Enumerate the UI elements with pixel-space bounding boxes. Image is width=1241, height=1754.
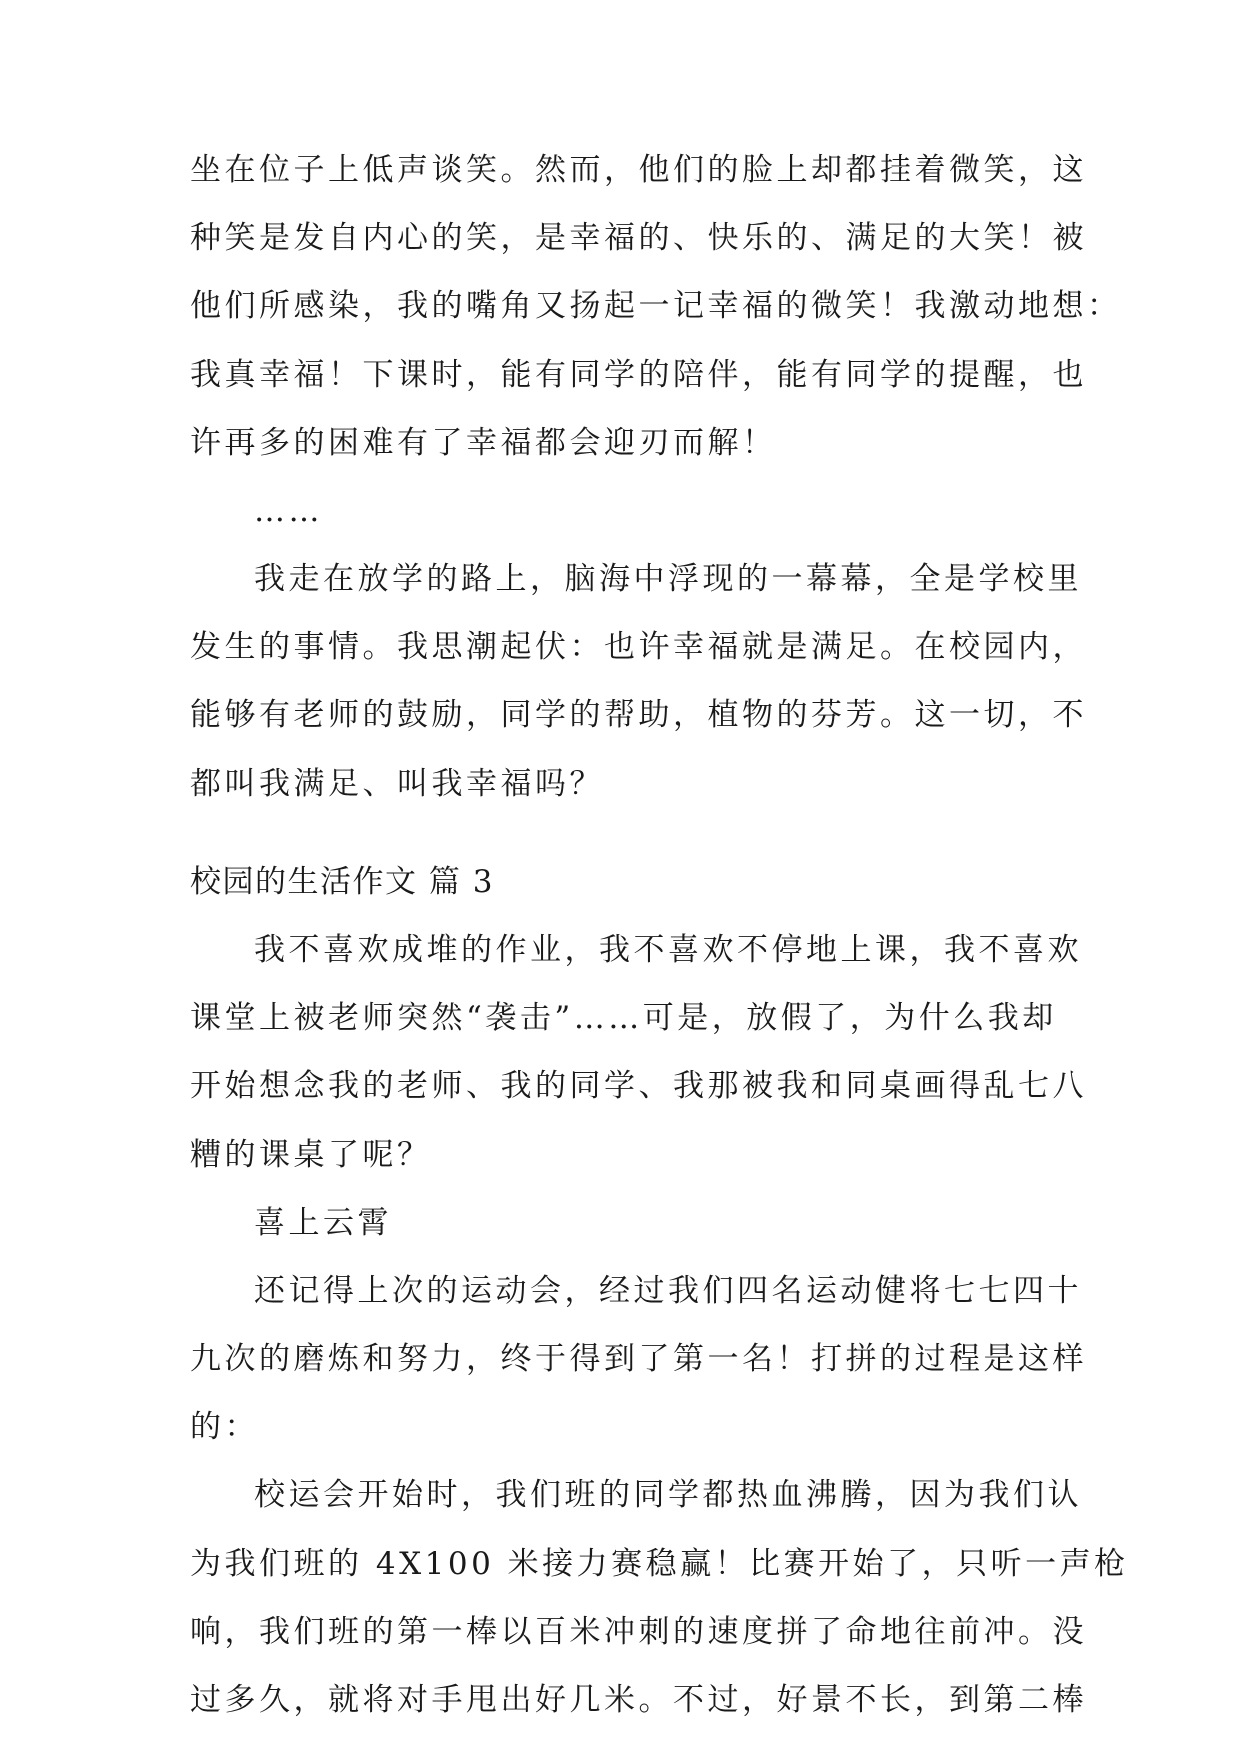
ellipsis-line: …… <box>254 493 323 529</box>
paragraph-start: 还记得上次的运动会，经过我们四名运动健将七七四十 <box>254 1273 1082 1309</box>
text-line: 都叫我满足、叫我幸福吗？ <box>190 766 604 802</box>
text-line: 响，我们班的第一棒以百米冲刺的速度拼了命地往前冲。没 <box>190 1614 1087 1650</box>
text-line: 糟的课桌了呢？ <box>190 1137 432 1173</box>
text-line: 种笑是发自内心的笑，是幸福的、快乐的、满足的大笑！被 <box>190 220 1087 256</box>
paragraph-start: 我不喜欢成堆的作业，我不喜欢不停地上课，我不喜欢 <box>254 932 1082 968</box>
subheading: 喜上云霄 <box>254 1205 392 1241</box>
text-line: 许再多的困难有了幸福都会迎刃而解！ <box>190 425 777 461</box>
text-line: 能够有老师的鼓励，同学的帮助，植物的芬芳。这一切，不 <box>190 697 1087 733</box>
text-line: 课堂上被老师突然“袭击”……可是，放假了，为什么我却 <box>190 1000 1057 1036</box>
text-line: 我真幸福！下课时，能有同学的陪伴，能有同学的提醒，也 <box>190 357 1087 393</box>
text-line: 为我们班的 4X100 米接力赛稳赢！比赛开始了，只听一声枪 <box>190 1546 1129 1582</box>
text-line: 开始想念我的老师、我的同学、我那被我和同桌画得乱七八 <box>190 1068 1087 1104</box>
paragraph-start: 校运会开始时，我们班的同学都热血沸腾，因为我们认 <box>254 1477 1082 1513</box>
text-line: 发生的事情。我思潮起伏：也许幸福就是满足。在校园内， <box>190 629 1087 665</box>
text-line: 过多久，就将对手甩出好几米。不过，好景不长，到第二棒 <box>190 1682 1087 1718</box>
section-heading: 校园的生活作文 篇 3 <box>190 864 494 900</box>
text-line: 他们所感染，我的嘴角又扬起一记幸福的微笑！我激动地想： <box>190 288 1122 324</box>
text-line: 坐在位子上低声谈笑。然而，他们的脸上却都挂着微笑，这 <box>190 152 1087 188</box>
text-line: 的： <box>190 1409 259 1445</box>
text-line: 九次的磨炼和努力，终于得到了第一名！打拼的过程是这样 <box>190 1341 1087 1377</box>
paragraph-start: 我走在放学的路上，脑海中浮现的一幕幕，全是学校里 <box>254 561 1082 597</box>
